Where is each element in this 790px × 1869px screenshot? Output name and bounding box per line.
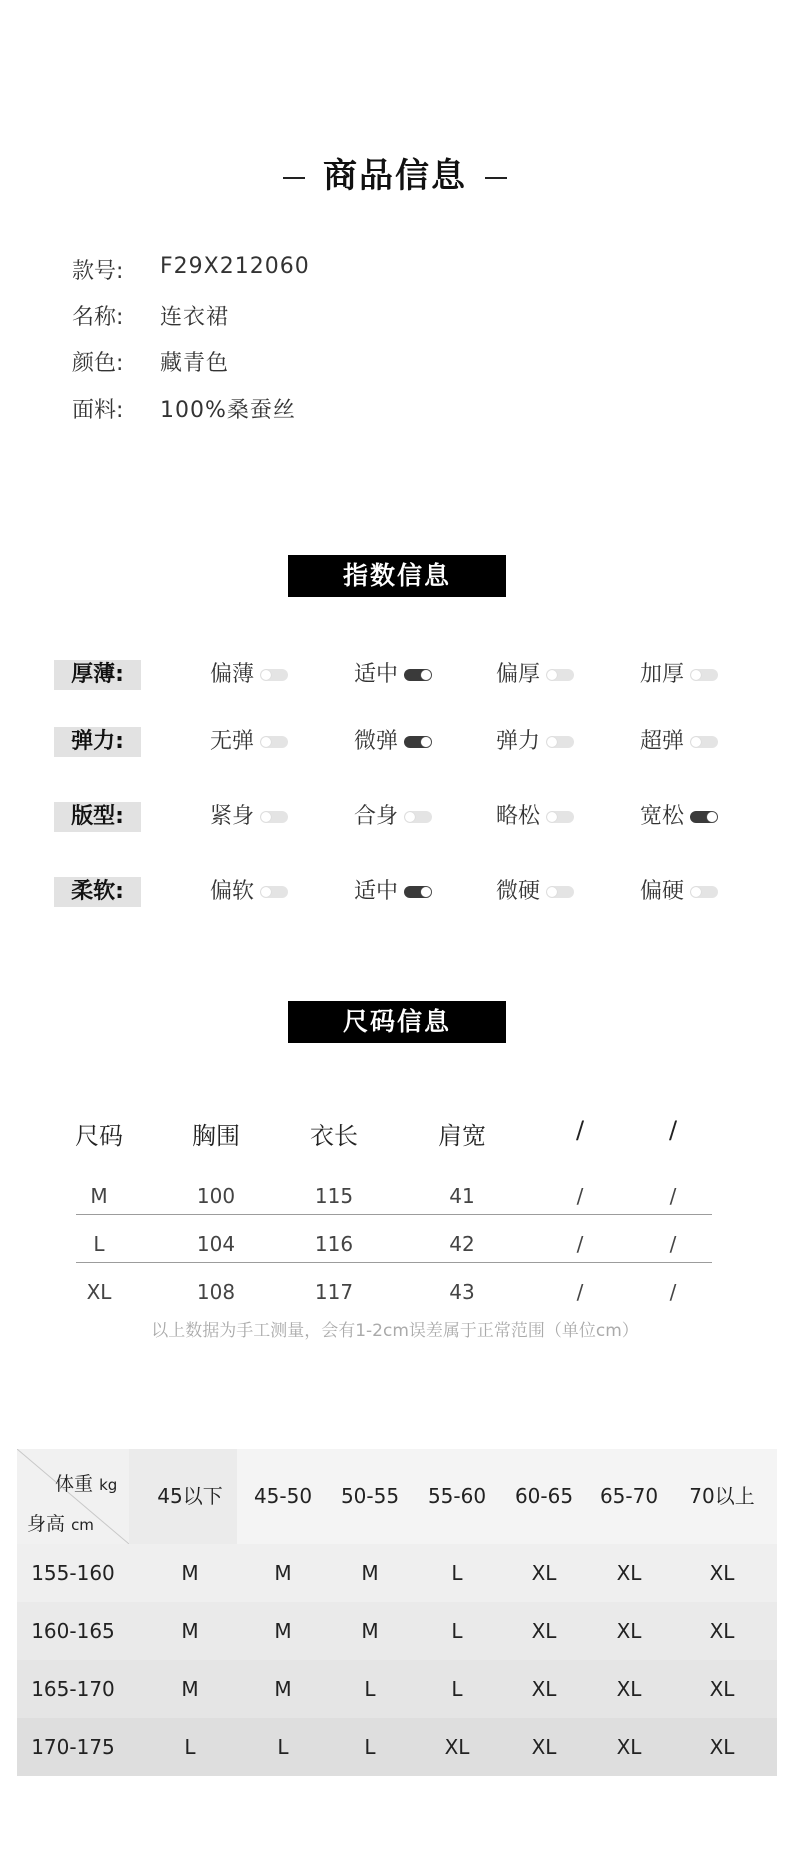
index-option — [354, 660, 432, 690]
size-info-banner: 尺码信息 — [288, 1001, 506, 1043]
size-table-cell: / — [576, 1280, 584, 1304]
index-option — [496, 877, 574, 907]
index-info-banner: 指数信息 — [288, 555, 506, 597]
size-table-divider — [76, 1214, 712, 1215]
size-note: 以上数据为手工测量，会有1-2cm误差属于正常范围（单位cm） — [151, 1321, 639, 1341]
table-corner-cell — [17, 1449, 129, 1544]
recommended-size-cell: M — [181, 1561, 199, 1585]
size-table-cell: 43 — [449, 1280, 475, 1304]
info-value: 100%桑蚕丝 — [160, 398, 296, 423]
info-key: 款号: — [72, 259, 124, 284]
toggle-off-icon — [260, 811, 288, 823]
index-row-label: 厚薄: — [54, 660, 141, 690]
index-option — [354, 727, 432, 757]
recommended-size-cell: M — [274, 1561, 292, 1585]
index-option-label: 紧身 — [210, 804, 255, 829]
size-table-cell: M — [90, 1184, 108, 1208]
recommended-size-cell: XL — [709, 1561, 735, 1585]
index-option-label: 略松 — [496, 804, 541, 829]
weight-table-row — [17, 1544, 777, 1602]
size-table-cell: / — [669, 1184, 677, 1208]
index-option — [354, 802, 432, 832]
index-option — [210, 877, 288, 907]
size-table-cell: 100 — [196, 1184, 236, 1208]
size-table-cell: XL — [86, 1280, 112, 1304]
height-range-cell: 155-160 — [31, 1561, 115, 1585]
index-row-label: 弹力: — [54, 727, 141, 757]
recommended-size-cell: L — [184, 1735, 196, 1759]
recommended-size-cell: XL — [709, 1735, 735, 1759]
info-key: 名称: — [72, 305, 124, 330]
recommended-size-cell: L — [277, 1735, 289, 1759]
recommended-size-cell: L — [364, 1735, 376, 1759]
info-key: 颜色: — [72, 351, 124, 376]
size-table-cell: 116 — [314, 1232, 354, 1256]
toggle-on-icon — [690, 811, 718, 823]
recommended-size-cell: XL — [616, 1677, 642, 1701]
recommended-size-cell: M — [181, 1619, 199, 1643]
corner-weight-label: 体重 kg — [55, 1473, 118, 1495]
index-row-label: 版型: — [54, 802, 141, 832]
toggle-off-icon — [690, 736, 718, 748]
title-dash-left — [283, 177, 305, 179]
toggle-off-icon — [546, 736, 574, 748]
index-option-label: 超弹 — [640, 729, 685, 754]
recommended-size-cell: XL — [616, 1561, 642, 1585]
corner-height-label: 身高 cm — [27, 1513, 94, 1535]
size-column-header: 胸围 — [192, 1122, 240, 1150]
index-option-label: 偏薄 — [210, 662, 255, 687]
weight-range-header: 45以下 — [157, 1484, 223, 1508]
size-table-cell: 42 — [449, 1232, 475, 1256]
recommended-size-cell: M — [274, 1619, 292, 1643]
weight-range-header: 65-70 — [599, 1484, 659, 1508]
index-option-label: 合身 — [354, 804, 399, 829]
recommended-size-cell: XL — [531, 1561, 557, 1585]
size-table-cell: 115 — [314, 1184, 354, 1208]
product-info-title-text: 商品信息 — [323, 156, 467, 196]
index-option-label: 宽松 — [640, 804, 685, 829]
size-table-cell: / — [576, 1184, 584, 1208]
size-column-header: 尺码 — [75, 1122, 123, 1150]
toggle-on-icon — [404, 736, 432, 748]
height-range-cell: 160-165 — [31, 1619, 115, 1643]
toggle-off-icon — [690, 886, 718, 898]
recommended-size-cell: M — [361, 1561, 379, 1585]
recommended-size-cell: L — [451, 1677, 463, 1701]
recommended-size-cell: XL — [709, 1677, 735, 1701]
index-option-label: 适中 — [354, 879, 399, 904]
info-value: 藏青色 — [160, 351, 230, 376]
size-table-cell: / — [669, 1232, 677, 1256]
index-option-label: 偏硬 — [640, 879, 685, 904]
index-option-label: 弹力 — [496, 729, 541, 754]
size-table-cell: 108 — [196, 1280, 236, 1304]
recommended-size-cell: L — [364, 1677, 376, 1701]
weight-table-row — [17, 1602, 777, 1660]
recommended-size-cell: M — [274, 1677, 292, 1701]
size-table-cell: / — [576, 1232, 584, 1256]
index-option-label: 加厚 — [640, 662, 685, 687]
size-table-cell: / — [669, 1280, 677, 1304]
index-option-label: 适中 — [354, 662, 399, 687]
toggle-on-icon — [404, 669, 432, 681]
weight-range-header: 70以上 — [689, 1484, 755, 1508]
recommended-size-cell: XL — [531, 1677, 557, 1701]
index-option — [496, 660, 574, 690]
recommended-size-cell: L — [451, 1561, 463, 1585]
size-column-header: 衣长 — [310, 1122, 358, 1150]
index-option — [640, 660, 718, 690]
index-option — [354, 877, 432, 907]
info-value: 连衣裙 — [160, 305, 230, 330]
weight-range-header: 60-65 — [514, 1484, 574, 1508]
index-option — [210, 727, 288, 757]
index-option — [496, 802, 574, 832]
toggle-off-icon — [260, 886, 288, 898]
toggle-off-icon — [260, 669, 288, 681]
recommended-size-cell: XL — [616, 1619, 642, 1643]
weight-table-row — [17, 1660, 777, 1718]
index-option — [210, 660, 288, 690]
title-dash-right — [485, 177, 507, 179]
recommended-size-cell: L — [451, 1619, 463, 1643]
info-value: F29X212060 — [160, 254, 310, 279]
index-option-label: 无弹 — [210, 729, 255, 754]
recommended-size-cell: XL — [444, 1735, 470, 1759]
toggle-off-icon — [690, 669, 718, 681]
size-column-header: 肩宽 — [438, 1122, 486, 1150]
toggle-off-icon — [546, 811, 574, 823]
index-option — [640, 877, 718, 907]
recommended-size-cell: XL — [616, 1735, 642, 1759]
index-option — [210, 802, 288, 832]
index-option-label: 微硬 — [496, 879, 541, 904]
height-range-cell: 165-170 — [31, 1677, 115, 1701]
toggle-off-icon — [260, 736, 288, 748]
index-option-label: 偏软 — [210, 879, 255, 904]
weight-table-row — [17, 1718, 777, 1776]
recommended-size-cell: M — [361, 1619, 379, 1643]
toggle-on-icon — [404, 886, 432, 898]
weight-range-header: 45-50 — [253, 1484, 313, 1508]
recommended-size-cell: XL — [531, 1619, 557, 1643]
info-key: 面料: — [72, 398, 124, 423]
recommended-size-cell: XL — [531, 1735, 557, 1759]
toggle-off-icon — [546, 669, 574, 681]
weight-range-header: 55-60 — [427, 1484, 487, 1508]
index-option-label: 微弹 — [354, 729, 399, 754]
size-table-cell: 117 — [314, 1280, 354, 1304]
recommended-size-cell: M — [181, 1677, 199, 1701]
index-option-label: 偏厚 — [496, 662, 541, 687]
size-table-cell: 41 — [449, 1184, 475, 1208]
size-table-divider — [76, 1262, 712, 1263]
product-info-title — [0, 148, 790, 197]
index-option — [640, 727, 718, 757]
recommended-size-cell: XL — [709, 1619, 735, 1643]
size-table-cell: 104 — [196, 1232, 236, 1256]
index-option — [640, 802, 718, 832]
size-column-header: / — [668, 1116, 678, 1144]
size-column-header: / — [575, 1116, 585, 1144]
toggle-off-icon — [404, 811, 432, 823]
index-option — [496, 727, 574, 757]
weight-range-header: 50-55 — [340, 1484, 400, 1508]
size-table-cell: L — [93, 1232, 105, 1256]
index-row-label: 柔软: — [54, 877, 141, 907]
toggle-off-icon — [546, 886, 574, 898]
height-range-cell: 170-175 — [31, 1735, 115, 1759]
